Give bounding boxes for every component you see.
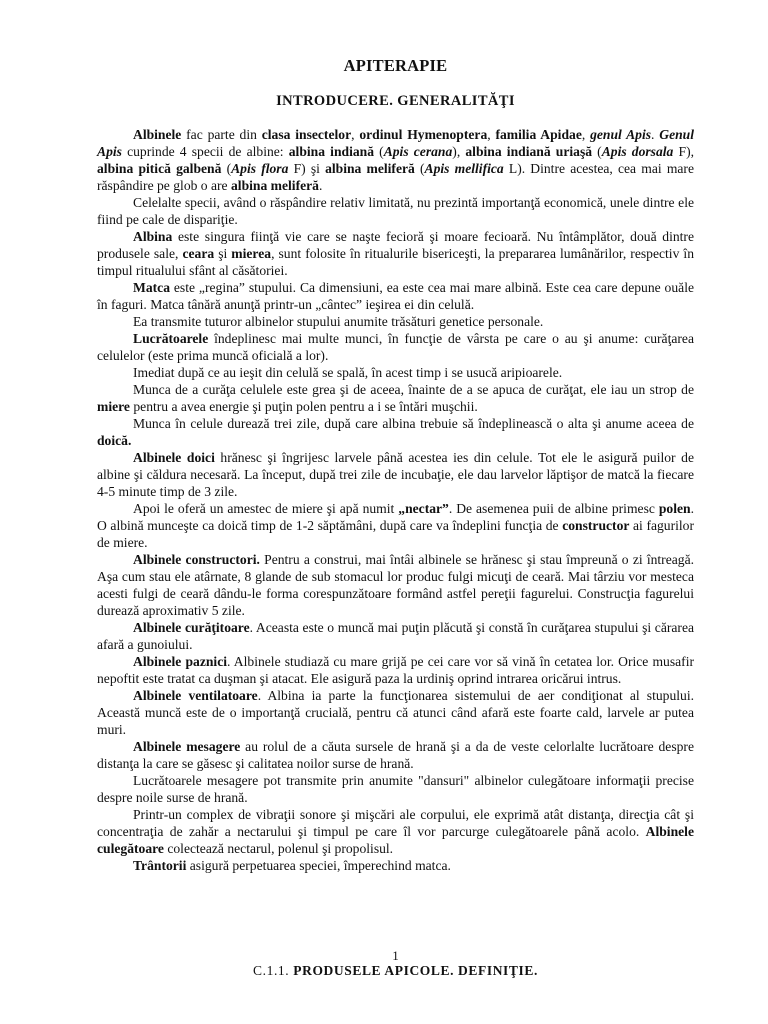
text-run: îndeplinesc mai multe munci, în funcţie de vârsta pe care o au şi anume: curăţarea celulelor (este prima muncă oficială a lor). [97, 331, 694, 363]
paragraph [97, 228, 694, 279]
text-run: ( [374, 144, 384, 159]
text-run: Albinele curăţitoare [133, 620, 250, 635]
text-run: este singura fiinţă vie care se naşte fecioră şi moare fecioară. Nu întâmplător, două dintre produsele sale, [97, 229, 694, 261]
paragraph [97, 194, 694, 228]
text-run: doică. [97, 433, 132, 448]
text-run: cuprinde 4 specii de albine: [121, 144, 289, 159]
text-run: F), [673, 144, 694, 159]
text-run: F) şi [288, 161, 326, 176]
text-run: Pentru a construi, mai întâi albinele se hrănesc şi stau împreună o zi întreagă. Aşa cum stau ele atârnate, 8 glande de sub stomacul lor produc fulgi micuţi de ceară. Mai târziu vor mesteca acesti fulgi de ceară dându-le forma corespunzătoare formând astfel pereţii fagurelui. Construcţia fagurelui durează aproximativ 5 zile. [97, 552, 695, 618]
text-run: Apis cerana [383, 144, 453, 159]
text-run: mierea [231, 246, 272, 261]
text-run: Trântorii [133, 858, 187, 873]
text-run: Printr-un complex de vibraţii sonore şi mişcări ale corpului, ele exprimă atât distanţa, direcţia cât şi concentraţia de zahăr a nectarului şi timpul pe care îl vor parcurge culegătoarele până acolo. [97, 807, 694, 839]
paragraph [97, 619, 694, 653]
text-run: Munca de a curăţa celulele este grea şi de aceea, înainte de a se apuca de curăţat, ele iau un strop de [133, 382, 694, 397]
text-run: şi [214, 246, 232, 261]
text-run: . [318, 178, 323, 193]
text-run: Albinele mesagere [133, 739, 241, 754]
text-run: albina indiană uriaşă [465, 144, 593, 159]
paragraph [97, 415, 694, 449]
text-run: Apis mellifica [424, 161, 504, 176]
text-run: Lucrătoarele mesagere pot transmite prin anumite "dansuri" albinelor culegătoare informaţii precise despre noile surse de hrană. [97, 773, 694, 805]
text-run: Lucrătoarele [133, 331, 209, 346]
text-run: albina meliferă [325, 161, 415, 176]
text-run: hrănesc şi îngrijesc larvele până acestea ies din celule. Tot ele le asigură puilor de albine şi căldura necesară. La început, după trei zile de incubaţie, ele dau larvelor lăptişor de matcă la fiecare 4-5 minute timp de 3 zile. [97, 450, 694, 499]
text-run: asigură perpetuarea speciei, împerechind matca. [186, 858, 451, 873]
text-run: . Aceasta este o muncă mai puţin plăcută şi constă în curăţarea stupului şi cărarea afară a gunoiului. [97, 620, 695, 652]
text-run: constructor [562, 518, 630, 533]
paragraph [97, 126, 694, 194]
text-run: au rolul de a căuta sursele de hrană şi a da de veste celorlalte lucrătoare despre distanţa la care se găsesc şi calitatea noilor surse de hrană. [97, 739, 694, 771]
next-section-heading [97, 963, 694, 979]
paragraph [97, 500, 694, 551]
text-run: L). Dintre acestea, cea mai mare răspândire pe glob o are [97, 161, 694, 193]
text-run: ( [414, 161, 425, 176]
paragraph [97, 381, 694, 415]
text-run: . De asemenea puii de albine primesc [448, 501, 659, 516]
text-run: Apoi le oferă un amestec de miere şi apă numit [133, 501, 399, 516]
text-run: Celelalte specii, având o răspândire relativ limitată, nu prezintă importanţă economică, unele dintre ele fiind pe cale de dispariţie. [97, 195, 694, 227]
text-run: clasa insectelor [261, 127, 352, 142]
page-title: APITERAPIE [343, 56, 448, 75]
paragraph [97, 653, 694, 687]
text-run: , [487, 127, 496, 142]
paragraph [97, 364, 694, 381]
text-run: ai fagurilor de miere. [97, 518, 694, 550]
text-run: ( [221, 161, 232, 176]
text-run: ( [592, 144, 602, 159]
text-run: Genul Apis [97, 127, 695, 159]
text-run: albina meliferă [231, 178, 319, 193]
text-run: Ea transmite tuturor albinelor stupului anumite trăsături genetice personale. [133, 314, 544, 329]
next-heading-text: PRODUSELE APICOLE. DEFINIŢIE. [293, 963, 538, 978]
text-run: Matca [133, 280, 170, 295]
text-run: fac parte din [181, 127, 262, 142]
text-run: este „regina” stupului. Ca dimensiuni, ea este cea mai mare albină. Este cea care depune ouăle în faguri. Matca tânără anunţă printr-un „cântec” ieşirea ei din celulă. [97, 280, 694, 312]
text-run: , [581, 127, 591, 142]
text-run: miere [97, 399, 130, 414]
text-run: Albina [133, 229, 173, 244]
text-run: albina indiană [288, 144, 374, 159]
text-run: . Albinele studiază cu mare grijă pe cei care vor să vină în cetatea lor. Orice musafir nepoftit este tratat ca duşman şi atacat. Ele asigură paza la urdiniş oprind intrarea oricărui intrus. [97, 654, 694, 686]
text-run: ceara [182, 246, 215, 261]
paragraph [97, 772, 694, 806]
text-run: ), [452, 144, 466, 159]
text-run: Apis flora [231, 161, 289, 176]
paragraph [97, 313, 694, 330]
text-run: genul Apis [590, 127, 652, 142]
text-run: Albinele ventilatoare [133, 688, 258, 703]
text-run: pentru a avea energie şi puţin polen pentru a i se întări muşchii. [129, 399, 478, 414]
paragraph [97, 330, 694, 364]
next-heading-prefix: C.1.1. [253, 963, 294, 978]
text-run: , sunt folosite în ritualurile bisericeşti, la prepararea lumânărilor, respectiv în timpul ritualului sfânt al căsătoriei. [97, 246, 694, 278]
text-run: Albinele culegătoare [97, 824, 694, 856]
document-body [97, 126, 694, 874]
text-run: polen [658, 501, 691, 516]
paragraph [97, 449, 694, 500]
text-run: Munca în celule durează trei zile, după care albina trebuie să îndeplinească o alta şi anume aceea de [133, 416, 694, 431]
paragraph [97, 806, 694, 857]
text-run: . O albină munceşte ca doică timp de 1-2 săptămâni, după care va îndeplini funcţia de [97, 501, 694, 533]
paragraph [97, 857, 694, 874]
page-number: 1 [392, 948, 399, 963]
text-run: „nectar” [398, 501, 449, 516]
paragraph [97, 738, 694, 772]
text-run: familia Apidae [495, 127, 582, 142]
text-run: Apis dorsala [601, 144, 674, 159]
paragraph [97, 551, 694, 619]
text-run: albina pitică galbenă [97, 161, 222, 176]
text-run: Albinele [133, 127, 182, 142]
text-run: ordinul Hymenoptera [359, 127, 488, 142]
text-run: . Albina ia parte la funcţionarea sistemului de aer condiţionat al stupului. Această muncă este de o importanţă crucială, pentru că atunci când afară este foarte cald, larvele ar putea muri. [97, 688, 694, 737]
text-run: , [351, 127, 360, 142]
text-run: colectează nectarul, polenul şi propolisul. [163, 841, 394, 856]
text-run: Albinele constructori. [133, 552, 260, 567]
text-run: Albinele paznici [133, 654, 228, 669]
paragraph [97, 687, 694, 738]
section-subtitle: INTRODUCERE. GENERALITĂŢI [276, 93, 515, 109]
text-run: Albinele doici [133, 450, 215, 465]
paragraph [97, 279, 694, 313]
text-run: Imediat după ce au ieşit din celulă se spală, în acest timp i se usucă aripioarele. [133, 365, 563, 380]
text-run: . [651, 127, 660, 142]
